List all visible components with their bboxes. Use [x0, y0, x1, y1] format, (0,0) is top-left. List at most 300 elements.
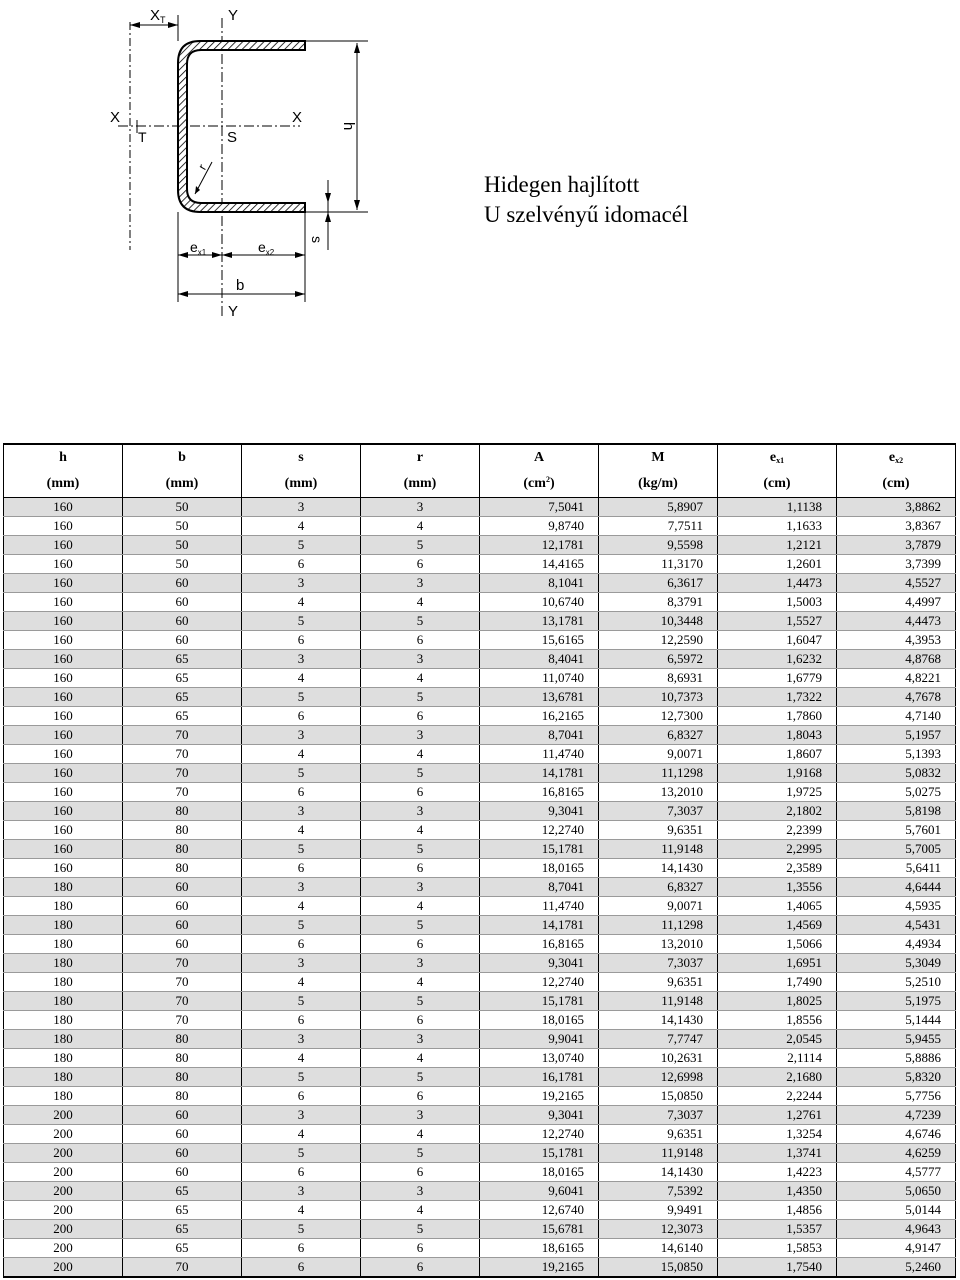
cell-h: 160 [4, 745, 123, 764]
cell-m: 9,5598 [599, 536, 718, 555]
table-row [4, 1011, 956, 1030]
cell-b: 70 [123, 783, 242, 802]
cell-ex1: 1,7322 [718, 688, 837, 707]
cell-r: 6 [361, 783, 480, 802]
cell-m: 7,3037 [599, 954, 718, 973]
cell-b: 65 [123, 1239, 242, 1258]
cell-m: 10,7373 [599, 688, 718, 707]
cell-r: 6 [361, 707, 480, 726]
cell-a: 13,0740 [480, 1049, 599, 1068]
cell-b: 60 [123, 1106, 242, 1125]
cell-m: 11,9148 [599, 840, 718, 859]
cell-ex1: 1,4569 [718, 916, 837, 935]
cell-b: 65 [123, 1182, 242, 1201]
table-row [4, 707, 956, 726]
cell-ex1: 1,2121 [718, 536, 837, 555]
cell-a: 12,2740 [480, 821, 599, 840]
cell-s: 3 [242, 726, 361, 745]
cell-m: 6,5972 [599, 650, 718, 669]
cell-h: 160 [4, 783, 123, 802]
cell-m: 11,9148 [599, 992, 718, 1011]
cell-h: 200 [4, 1125, 123, 1144]
cell-ex1: 1,4223 [718, 1163, 837, 1182]
cell-b: 60 [123, 935, 242, 954]
cell-ex1: 1,6779 [718, 669, 837, 688]
cell-s: 6 [242, 707, 361, 726]
cell-a: 8,7041 [480, 878, 599, 897]
cell-s: 5 [242, 916, 361, 935]
cell-b: 50 [123, 536, 242, 555]
cell-s: 4 [242, 897, 361, 916]
cell-ex2: 5,2460 [837, 1258, 956, 1278]
cell-ex2: 5,0832 [837, 764, 956, 783]
cell-m: 6,8327 [599, 878, 718, 897]
table-row [4, 517, 956, 536]
cell-r: 5 [361, 612, 480, 631]
cell-ex1: 2,0545 [718, 1030, 837, 1049]
cell-h: 160 [4, 802, 123, 821]
cell-s: 3 [242, 802, 361, 821]
cell-ex1: 1,6047 [718, 631, 837, 650]
cell-ex2: 4,7239 [837, 1106, 956, 1125]
cell-ex2: 5,7601 [837, 821, 956, 840]
cell-ex1: 2,2399 [718, 821, 837, 840]
table-row [4, 1087, 956, 1106]
cell-r: 4 [361, 745, 480, 764]
label-h: h [340, 122, 357, 131]
cell-r: 6 [361, 631, 480, 650]
cell-ex2: 5,6411 [837, 859, 956, 878]
cell-ex2: 5,3049 [837, 954, 956, 973]
cell-ex1: 2,1114 [718, 1049, 837, 1068]
table-row [4, 1049, 956, 1068]
cell-m: 13,2010 [599, 935, 718, 954]
cell-r: 4 [361, 593, 480, 612]
cell-r: 4 [361, 517, 480, 536]
cell-s: 6 [242, 1011, 361, 1030]
col-header-m: M [599, 444, 718, 470]
table-row [4, 1220, 956, 1239]
cell-ex2: 4,7140 [837, 707, 956, 726]
table-row [4, 764, 956, 783]
cell-ex2: 5,7005 [837, 840, 956, 859]
cell-r: 3 [361, 954, 480, 973]
cell-ex2: 3,7399 [837, 555, 956, 574]
cell-m: 7,5392 [599, 1182, 718, 1201]
label-ex2: $e_{x2}$ [258, 239, 275, 257]
cell-r: 3 [361, 878, 480, 897]
table-body [4, 498, 956, 1278]
cell-m: 11,1298 [599, 916, 718, 935]
cell-s: 5 [242, 1220, 361, 1239]
cell-r: 3 [361, 1182, 480, 1201]
cell-m: 14,1430 [599, 1011, 718, 1030]
cell-s: 3 [242, 954, 361, 973]
cell-a: 8,4041 [480, 650, 599, 669]
cell-m: 9,9491 [599, 1201, 718, 1220]
table-row [4, 935, 956, 954]
table-row [4, 612, 956, 631]
cell-ex2: 5,0650 [837, 1182, 956, 1201]
table-row [4, 688, 956, 707]
s-arrow-top [325, 193, 331, 203]
cell-m: 8,3791 [599, 593, 718, 612]
cell-b: 65 [123, 688, 242, 707]
cell-a: 13,6781 [480, 688, 599, 707]
cell-ex2: 4,9643 [837, 1220, 956, 1239]
cell-s: 6 [242, 935, 361, 954]
cell-h: 200 [4, 1144, 123, 1163]
cell-m: 9,0071 [599, 745, 718, 764]
cell-r: 5 [361, 688, 480, 707]
cell-s: 5 [242, 764, 361, 783]
cell-s: 5 [242, 536, 361, 555]
cell-h: 160 [4, 688, 123, 707]
cell-ex2: 4,8221 [837, 669, 956, 688]
cell-ex1: 1,8556 [718, 1011, 837, 1030]
table-row [4, 821, 956, 840]
cell-a: 9,3041 [480, 954, 599, 973]
table-row [4, 802, 956, 821]
cell-r: 6 [361, 859, 480, 878]
cell-s: 4 [242, 593, 361, 612]
ex1-arrow-left [178, 252, 188, 258]
cell-m: 14,6140 [599, 1239, 718, 1258]
cell-b: 80 [123, 840, 242, 859]
cell-s: 5 [242, 1144, 361, 1163]
cell-s: 6 [242, 1163, 361, 1182]
cell-a: 14,1781 [480, 764, 599, 783]
unit-a: $(cm^2)$ [480, 470, 599, 498]
ex2-arrow-left [222, 252, 232, 258]
cell-s: 4 [242, 517, 361, 536]
cell-a: 15,1781 [480, 992, 599, 1011]
unit-ex1: (cm) [718, 470, 837, 498]
cell-ex1: 1,5003 [718, 593, 837, 612]
cell-b: 60 [123, 897, 242, 916]
col-header-r: r [361, 444, 480, 470]
cell-ex1: 2,2244 [718, 1087, 837, 1106]
cell-s: 3 [242, 498, 361, 517]
table-row [4, 669, 956, 688]
cell-h: 180 [4, 1011, 123, 1030]
cell-r: 5 [361, 916, 480, 935]
cell-b: 70 [123, 726, 242, 745]
cell-r: 4 [361, 1125, 480, 1144]
title-line-1: Hidegen hajlított [484, 172, 640, 197]
cell-b: 60 [123, 1163, 242, 1182]
cell-h: 160 [4, 650, 123, 669]
cell-r: 6 [361, 1258, 480, 1278]
table-row [4, 1068, 956, 1087]
cell-a: 16,1781 [480, 1068, 599, 1087]
cell-ex2: 4,8768 [837, 650, 956, 669]
cell-ex2: 5,8320 [837, 1068, 956, 1087]
cell-m: 10,3448 [599, 612, 718, 631]
cell-b: 80 [123, 1049, 242, 1068]
cell-ex1: 1,5066 [718, 935, 837, 954]
cell-ex1: 1,7540 [718, 1258, 837, 1278]
cell-s: 6 [242, 555, 361, 574]
cell-h: 180 [4, 973, 123, 992]
cell-b: 80 [123, 1068, 242, 1087]
cell-ex1: 1,3741 [718, 1144, 837, 1163]
cell-ex2: 5,2510 [837, 973, 956, 992]
cell-s: 3 [242, 574, 361, 593]
cell-h: 160 [4, 536, 123, 555]
cell-a: 11,0740 [480, 669, 599, 688]
cell-ex1: 1,4473 [718, 574, 837, 593]
cell-ex1: 1,5527 [718, 612, 837, 631]
cell-m: 9,0071 [599, 897, 718, 916]
cell-b: 50 [123, 517, 242, 536]
cell-a: 16,8165 [480, 935, 599, 954]
cell-ex2: 5,7756 [837, 1087, 956, 1106]
cell-s: 6 [242, 859, 361, 878]
cell-r: 3 [361, 574, 480, 593]
cell-ex1: 1,5357 [718, 1220, 837, 1239]
cell-h: 180 [4, 954, 123, 973]
cell-ex1: 1,6951 [718, 954, 837, 973]
cell-s: 4 [242, 1125, 361, 1144]
cell-r: 4 [361, 1049, 480, 1068]
table-row [4, 631, 956, 650]
cell-b: 65 [123, 650, 242, 669]
cell-r: 6 [361, 1011, 480, 1030]
cell-h: 160 [4, 593, 123, 612]
cell-b: 60 [123, 631, 242, 650]
b-arrow-right [295, 291, 305, 297]
xt-arrow-left [130, 22, 140, 28]
cell-h: 200 [4, 1182, 123, 1201]
cell-b: 60 [123, 593, 242, 612]
cell-h: 160 [4, 631, 123, 650]
cell-a: 8,1041 [480, 574, 599, 593]
cell-m: 15,0850 [599, 1258, 718, 1278]
table-row [4, 1125, 956, 1144]
cell-b: 60 [123, 1125, 242, 1144]
cell-h: 160 [4, 840, 123, 859]
cell-m: 7,7511 [599, 517, 718, 536]
cell-a: 11,4740 [480, 745, 599, 764]
cell-b: 70 [123, 764, 242, 783]
cell-m: 5,8907 [599, 498, 718, 517]
cell-h: 180 [4, 1068, 123, 1087]
cell-b: 65 [123, 1201, 242, 1220]
cell-ex1: 1,4350 [718, 1182, 837, 1201]
cell-ex1: 1,8607 [718, 745, 837, 764]
cell-ex2: 4,6444 [837, 878, 956, 897]
cell-ex2: 5,1957 [837, 726, 956, 745]
cell-s: 4 [242, 1049, 361, 1068]
cell-b: 70 [123, 992, 242, 1011]
cell-r: 3 [361, 498, 480, 517]
cell-m: 12,7300 [599, 707, 718, 726]
cell-m: 6,8327 [599, 726, 718, 745]
cell-s: 5 [242, 992, 361, 1011]
cell-h: 180 [4, 916, 123, 935]
cell-a: 10,6740 [480, 593, 599, 612]
cell-b: 80 [123, 1030, 242, 1049]
u-channel-section-table [3, 443, 956, 1278]
cell-s: 6 [242, 1258, 361, 1278]
table-row [4, 574, 956, 593]
table-row [4, 650, 956, 669]
cell-b: 50 [123, 498, 242, 517]
cell-a: 15,6781 [480, 1220, 599, 1239]
cell-s: 5 [242, 688, 361, 707]
cell-a: 15,1781 [480, 1144, 599, 1163]
cell-ex2: 4,7678 [837, 688, 956, 707]
cell-ex2: 4,5431 [837, 916, 956, 935]
cell-r: 3 [361, 1030, 480, 1049]
table-row [4, 859, 956, 878]
cell-ex2: 3,7879 [837, 536, 956, 555]
cell-s: 4 [242, 973, 361, 992]
cell-m: 8,6931 [599, 669, 718, 688]
cell-h: 160 [4, 707, 123, 726]
cell-r: 6 [361, 1239, 480, 1258]
table-row [4, 1258, 956, 1278]
cell-b: 65 [123, 669, 242, 688]
cell-a: 16,8165 [480, 783, 599, 802]
cell-ex1: 1,8043 [718, 726, 837, 745]
cell-ex1: 1,1633 [718, 517, 837, 536]
cell-ex2: 3,8862 [837, 498, 956, 517]
cell-h: 180 [4, 1030, 123, 1049]
cell-h: 160 [4, 821, 123, 840]
label-xt-sub: T [160, 15, 166, 25]
label-b: b [236, 277, 245, 294]
h-arrow-bottom [354, 200, 360, 210]
table-row [4, 916, 956, 935]
cell-h: 180 [4, 897, 123, 916]
table-row [4, 897, 956, 916]
cell-s: 3 [242, 650, 361, 669]
label-y-top: Y [228, 7, 239, 24]
cell-m: 12,6998 [599, 1068, 718, 1087]
cell-m: 11,9148 [599, 1144, 718, 1163]
cell-a: 12,1781 [480, 536, 599, 555]
cell-ex1: 1,1138 [718, 498, 837, 517]
cell-ex2: 4,5527 [837, 574, 956, 593]
cell-s: 4 [242, 821, 361, 840]
cell-a: 12,6740 [480, 1201, 599, 1220]
cell-b: 65 [123, 1220, 242, 1239]
cell-m: 11,3170 [599, 555, 718, 574]
cell-a: 19,2165 [480, 1258, 599, 1278]
cell-r: 4 [361, 897, 480, 916]
cell-h: 160 [4, 517, 123, 536]
cell-s: 5 [242, 612, 361, 631]
col-header-ex2: $e_{x2}$ [837, 444, 956, 470]
cell-ex2: 5,1444 [837, 1011, 956, 1030]
cell-ex2: 5,0144 [837, 1201, 956, 1220]
cell-s: 5 [242, 840, 361, 859]
cell-s: 6 [242, 631, 361, 650]
cell-h: 180 [4, 992, 123, 1011]
cell-b: 50 [123, 555, 242, 574]
cell-a: 8,7041 [480, 726, 599, 745]
cell-ex2: 4,3953 [837, 631, 956, 650]
cell-r: 6 [361, 935, 480, 954]
table-row [4, 992, 956, 1011]
table-row [4, 745, 956, 764]
cell-m: 9,6351 [599, 1125, 718, 1144]
cell-m: 12,3073 [599, 1220, 718, 1239]
cell-b: 80 [123, 859, 242, 878]
cell-ex2: 4,5777 [837, 1163, 956, 1182]
ex2-arrow-right [295, 252, 305, 258]
cell-r: 3 [361, 802, 480, 821]
cell-r: 3 [361, 1106, 480, 1125]
table-row [4, 973, 956, 992]
cell-a: 18,0165 [480, 1163, 599, 1182]
cell-b: 70 [123, 1011, 242, 1030]
cell-m: 14,1430 [599, 1163, 718, 1182]
cell-m: 12,2590 [599, 631, 718, 650]
cell-s: 5 [242, 1068, 361, 1087]
cell-ex1: 1,9168 [718, 764, 837, 783]
cell-b: 70 [123, 954, 242, 973]
table-row [4, 783, 956, 802]
table-row [4, 1163, 956, 1182]
unit-b: (mm) [123, 470, 242, 498]
table-row [4, 593, 956, 612]
h-arrow-top [354, 43, 360, 53]
cell-a: 14,4165 [480, 555, 599, 574]
cell-b: 60 [123, 574, 242, 593]
cell-s: 3 [242, 878, 361, 897]
cell-s: 3 [242, 1030, 361, 1049]
cell-a: 18,0165 [480, 859, 599, 878]
cell-m: 9,6351 [599, 973, 718, 992]
cell-r: 6 [361, 1087, 480, 1106]
unit-m: (kg/m) [599, 470, 718, 498]
cell-m: 14,1430 [599, 859, 718, 878]
cell-h: 200 [4, 1201, 123, 1220]
cell-ex2: 4,5935 [837, 897, 956, 916]
table-row [4, 726, 956, 745]
cell-r: 5 [361, 1220, 480, 1239]
cell-b: 60 [123, 1144, 242, 1163]
cell-r: 4 [361, 973, 480, 992]
cell-m: 9,6351 [599, 821, 718, 840]
cell-h: 200 [4, 1106, 123, 1125]
cell-a: 9,9041 [480, 1030, 599, 1049]
cell-ex2: 4,4997 [837, 593, 956, 612]
cell-b: 65 [123, 707, 242, 726]
label-s-centroid: S [227, 129, 238, 146]
cell-a: 13,1781 [480, 612, 599, 631]
cell-ex2: 5,8198 [837, 802, 956, 821]
cell-ex2: 4,6746 [837, 1125, 956, 1144]
cell-m: 11,1298 [599, 764, 718, 783]
cell-ex2: 4,4934 [837, 935, 956, 954]
cell-r: 3 [361, 650, 480, 669]
cell-s: 6 [242, 783, 361, 802]
cell-r: 4 [361, 821, 480, 840]
cell-h: 160 [4, 555, 123, 574]
cell-h: 180 [4, 1049, 123, 1068]
table-row [4, 1201, 956, 1220]
cell-b: 80 [123, 821, 242, 840]
table-row [4, 1182, 956, 1201]
cell-a: 12,2740 [480, 973, 599, 992]
cell-a: 18,6165 [480, 1239, 599, 1258]
cell-m: 7,7747 [599, 1030, 718, 1049]
cell-ex1: 1,7490 [718, 973, 837, 992]
